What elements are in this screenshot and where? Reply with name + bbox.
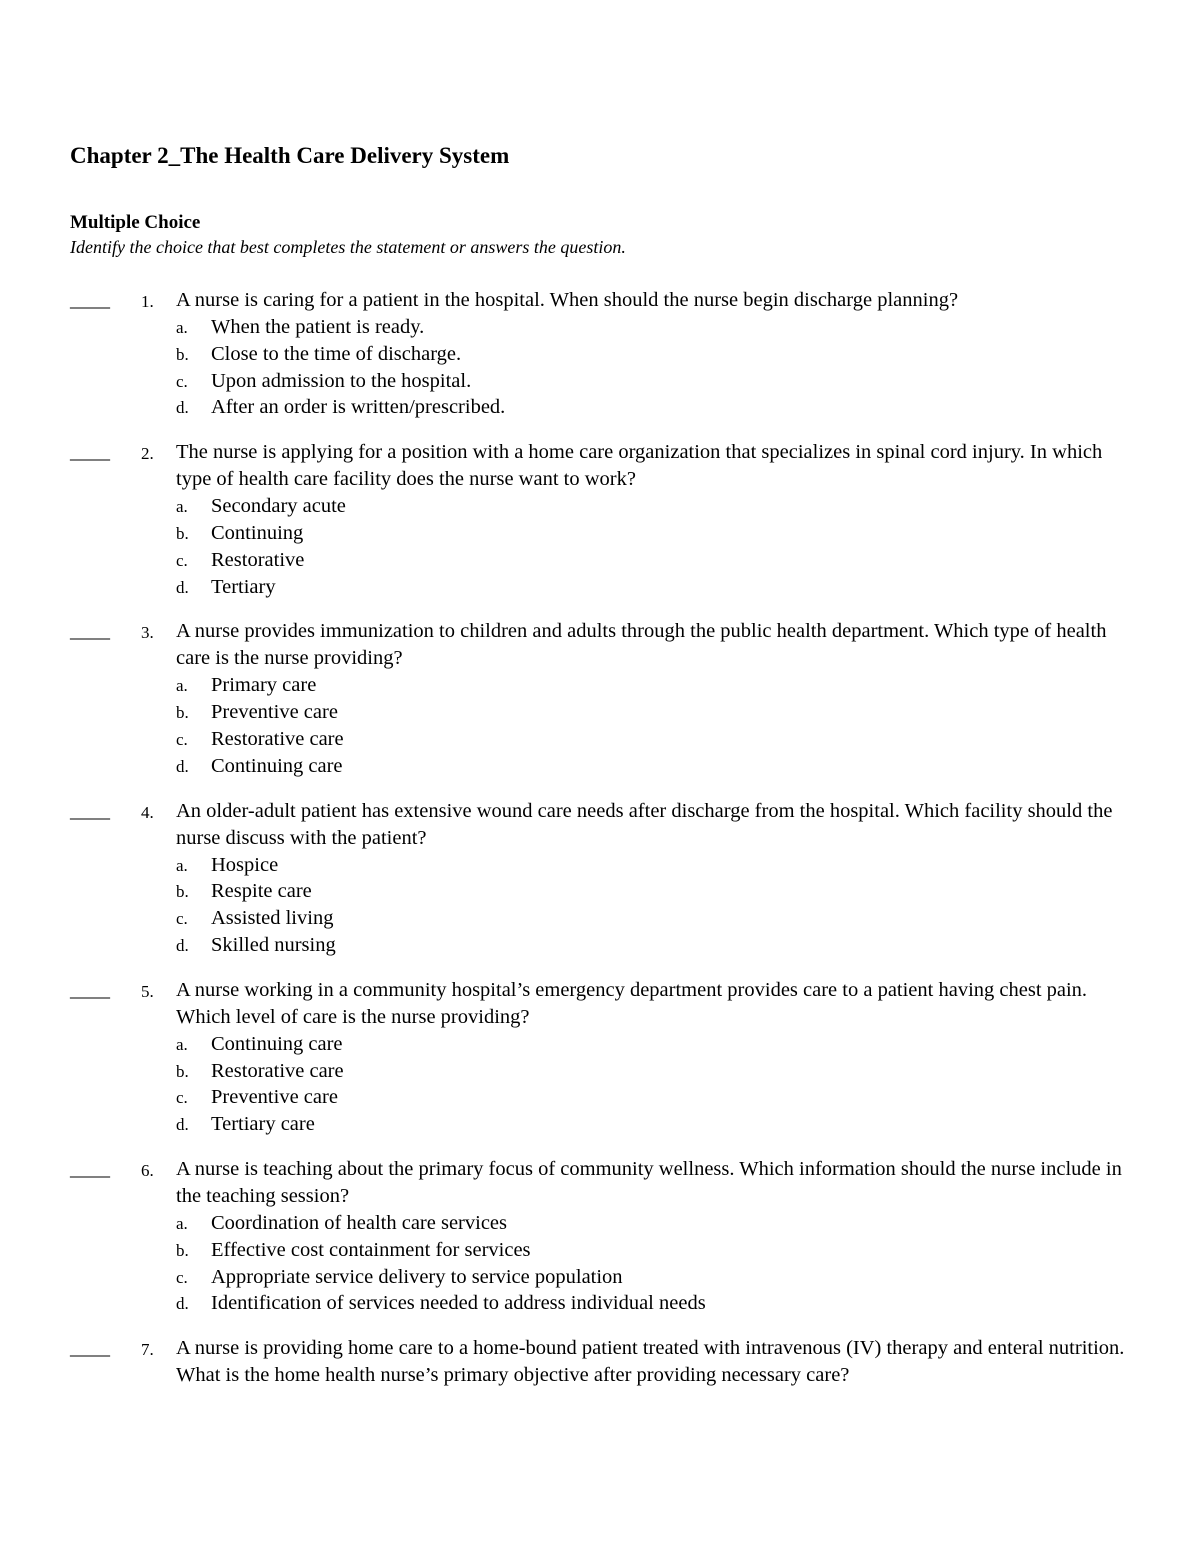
choice-text: Appropriate service delivery to service population xyxy=(211,1265,623,1288)
question-number: 3. xyxy=(141,623,154,643)
choice-letter: c. xyxy=(176,550,188,570)
choice-text: Skilled nursing xyxy=(211,933,336,956)
question-stem: An older-adult patient has extensive wound care needs after discharge from the hospital. Which facility should the nurse discuss with the patient? xyxy=(176,799,1113,849)
answer-choice xyxy=(0,1210,1200,1237)
question-item xyxy=(0,1156,1200,1317)
choice-letter: c. xyxy=(176,1088,188,1108)
answer-choice xyxy=(0,314,1200,341)
choice-list xyxy=(0,1210,1200,1317)
answer-choice xyxy=(0,520,1200,547)
question-item xyxy=(0,439,1200,600)
answer-choice xyxy=(0,753,1200,780)
choice-letter: a. xyxy=(176,676,188,696)
answer-choice xyxy=(0,852,1200,879)
answer-choice xyxy=(0,574,1200,601)
question-stem: A nurse working in a community hospital’s emergency department provides care to a patient having chest pain. Which level of care is the nurse providing? xyxy=(176,978,1088,1028)
choice-letter: d. xyxy=(176,1115,189,1135)
choice-text: When the patient is ready. xyxy=(211,316,425,338)
choice-text: Tertiary xyxy=(211,575,276,598)
choice-letter: d. xyxy=(176,577,189,597)
choice-text: Close to the time of discharge. xyxy=(211,342,462,365)
choice-text: Secondary acute xyxy=(211,495,346,518)
section-heading: Multiple Choice xyxy=(70,212,201,233)
choice-text: Assisted living xyxy=(211,907,334,930)
question-stem: A nurse provides immunization to children and adults through the public health department. Which type of health care is the nurse providing? xyxy=(176,620,1107,670)
choice-letter: c. xyxy=(176,1267,188,1287)
choice-text: Coordination of health care services xyxy=(211,1211,507,1234)
choice-letter: a. xyxy=(176,1213,188,1233)
choice-list xyxy=(0,1031,1200,1138)
answer-choice xyxy=(0,699,1200,726)
question-number: 5. xyxy=(141,981,154,1001)
choice-letter: d. xyxy=(176,756,189,776)
answer-choice xyxy=(0,1058,1200,1085)
choice-letter: a. xyxy=(176,497,188,517)
choice-text: Hospice xyxy=(211,853,279,876)
answer-choice xyxy=(0,726,1200,753)
answer-choice xyxy=(0,493,1200,520)
answer-choice xyxy=(0,1290,1200,1317)
answer-choice xyxy=(0,394,1200,421)
answer-blank: ____ xyxy=(70,441,110,464)
question-item xyxy=(0,287,1200,421)
choice-letter: d. xyxy=(176,1294,189,1314)
choice-letter: b. xyxy=(176,1061,189,1081)
choice-list xyxy=(0,314,1200,421)
choice-letter: d. xyxy=(176,398,189,418)
choice-list xyxy=(0,493,1200,600)
choice-text: Continuing xyxy=(211,521,304,544)
answer-choice xyxy=(0,905,1200,932)
choice-text: Restorative xyxy=(211,548,305,571)
question-number: 1. xyxy=(141,292,154,311)
question-stem: A nurse is teaching about the primary focus of community wellness. Which information should the nurse include in the teaching session? xyxy=(176,1157,1122,1207)
choice-letter: c. xyxy=(176,371,188,391)
question-list xyxy=(0,287,1200,1407)
choice-letter: b. xyxy=(176,1240,189,1260)
question-item xyxy=(0,798,1200,959)
answer-choice xyxy=(0,547,1200,574)
answer-choice xyxy=(0,1264,1200,1291)
answer-choice xyxy=(0,1237,1200,1264)
choice-text: Continuing care xyxy=(211,1032,343,1055)
choice-list xyxy=(0,852,1200,959)
choice-letter: b. xyxy=(176,523,189,543)
choice-text: Effective cost containment for services xyxy=(211,1238,531,1261)
choice-text: Preventive care xyxy=(211,1086,338,1109)
question-stem: A nurse is providing home care to a home-bound patient treated with intravenous (IV) therapy and enteral nutrition. What is the home health nurse’s primary objective after providing necessary care? xyxy=(176,1337,1125,1387)
choice-letter: a. xyxy=(176,855,188,875)
answer-blank: ____ xyxy=(70,1157,110,1180)
answer-blank: ____ xyxy=(70,978,110,1001)
choice-text: Respite care xyxy=(211,880,312,903)
question-item xyxy=(0,1335,1200,1389)
question-stem: The nurse is applying for a position with a home care organization that specializes in spinal cord injury. In which type of health care facility does the nurse want to work? xyxy=(176,441,1103,491)
answer-choice xyxy=(0,932,1200,959)
answer-choice xyxy=(0,368,1200,395)
choice-letter: a. xyxy=(176,1034,188,1054)
choice-text: Primary care xyxy=(211,674,317,697)
choice-list xyxy=(0,672,1200,779)
choice-letter: d. xyxy=(176,935,189,955)
choice-text: Continuing care xyxy=(211,754,343,777)
question-number: 2. xyxy=(141,444,154,464)
answer-choice xyxy=(0,1084,1200,1111)
choice-text: Upon admission to the hospital. xyxy=(211,369,472,392)
choice-text: Identification of services needed to address individual needs xyxy=(211,1292,706,1315)
question-number: 7. xyxy=(141,1340,154,1360)
choice-text: Tertiary care xyxy=(211,1113,315,1136)
question-item xyxy=(0,977,1200,1138)
answer-blank: ____ xyxy=(70,1337,110,1360)
choice-text: Preventive care xyxy=(211,701,338,724)
choice-letter: a. xyxy=(176,318,188,337)
choice-text: Restorative care xyxy=(211,1059,344,1082)
answer-blank: ____ xyxy=(70,289,110,311)
answer-blank: ____ xyxy=(70,799,110,822)
instructions-text: Identify the choice that best completes the statement or answers the question. xyxy=(70,237,626,257)
document-title: Chapter 2_The Health Care Delivery System xyxy=(70,143,510,168)
choice-letter: b. xyxy=(176,882,189,902)
answer-choice xyxy=(0,341,1200,368)
answer-choice xyxy=(0,1111,1200,1138)
choice-text: Restorative care xyxy=(211,727,344,750)
question-item xyxy=(0,618,1200,779)
choice-letter: b. xyxy=(176,344,189,364)
question-number: 6. xyxy=(141,1160,154,1180)
question-stem: A nurse is caring for a patient in the hospital. When should the nurse begin discharge planning? xyxy=(176,289,959,311)
answer-choice xyxy=(0,672,1200,699)
choice-letter: c. xyxy=(176,909,188,929)
answer-choice xyxy=(0,1031,1200,1058)
answer-blank: ____ xyxy=(70,620,110,643)
choice-text: After an order is written/prescribed. xyxy=(211,396,506,419)
question-number: 4. xyxy=(141,802,154,822)
choice-letter: c. xyxy=(176,729,188,749)
answer-choice xyxy=(0,878,1200,905)
choice-letter: b. xyxy=(176,703,189,723)
